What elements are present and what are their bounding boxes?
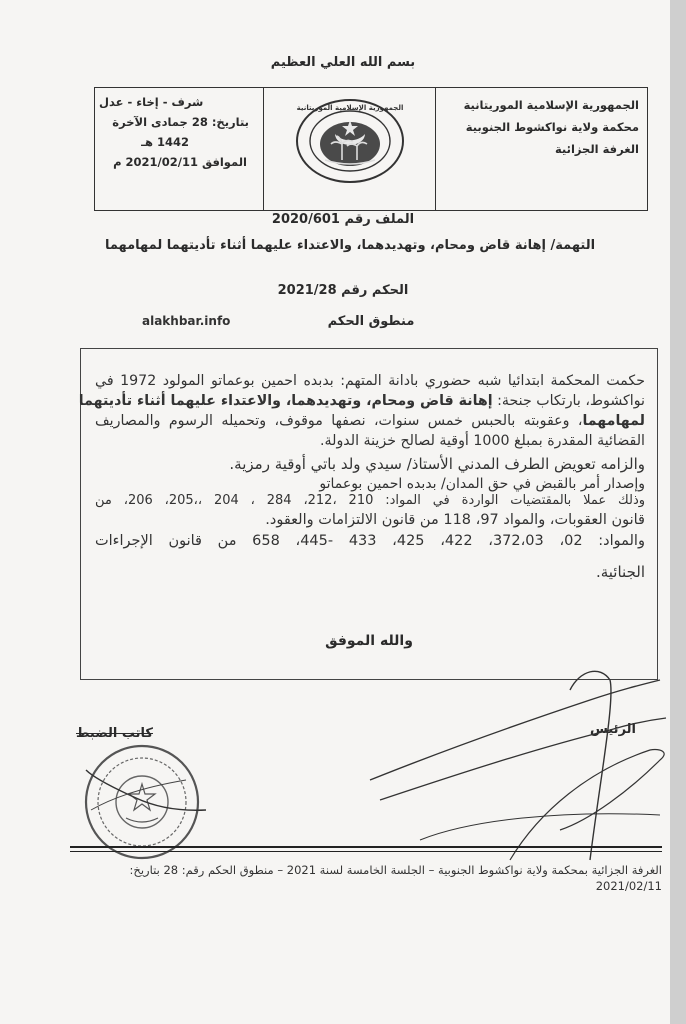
operative-part-title: منطوق الحكم <box>327 314 415 329</box>
basmala: بسم الله العلي العظيم <box>270 55 416 70</box>
watermark: alakhbar.info <box>142 314 231 328</box>
president-label: الرئيس <box>590 722 636 737</box>
background-edge <box>670 0 686 1024</box>
verdict-line <box>78 393 645 409</box>
verdict-line-part: نواكشوط، بارتكاب جنحة: <box>492 393 645 409</box>
verdict-line: القضائية المقدرة بمبلغ 1000 أوقية لصالح خزينة الدولة. <box>320 433 645 449</box>
president-signature-icon <box>360 660 680 870</box>
footer-rule <box>70 846 662 848</box>
hijri-year: 1442 هـ <box>141 135 189 149</box>
verdict-line: وذلك عملا بالمقتضيات الواردة في المواد: 210 ،212، 284 ، 204 ،،205، 206، من <box>95 493 646 508</box>
footer-caption: الغرفة الجزائية بمحكمة ولاية نواكشوط الجنوبية – الجلسة الخامسة لسنة 2021 – منطوق الحكم رقم: 28 بتاريخ: 2021/02/11 <box>129 863 662 893</box>
issuer-country: الجمهورية الإسلامية الموريتانية <box>463 98 639 112</box>
verdict-line-charge: إهانة قاض ومحام، وتهديدهما، والاعتداء عليهما أثناء تأديتهما <box>78 393 493 409</box>
verdict-line: والمواد: 02، 372،03، 422، 425، 433 -445، 658 من قانون الإجراءات <box>95 533 645 549</box>
national-motto: شرف - إخاء - عدل <box>99 95 204 109</box>
issuer-court: محكمة ولاية نواكشوط الجنوبية <box>465 120 639 134</box>
verdict-line: قانون العقوبات، والمواد 97، 118 من قانون الالتزامات والعقود. <box>265 512 645 528</box>
letterhead-box <box>94 87 648 211</box>
letterhead-divider-left <box>263 88 264 210</box>
footer-rule-thin <box>70 851 662 852</box>
verdict-line-charge: لمهامهما <box>582 413 645 429</box>
verdict-line: حكمت المحكمة ابتدائيا شبه حضوري بادانة المتهم: بدبده احمين بوعماتو المولود 1972 في <box>95 373 645 389</box>
date-block <box>99 92 249 172</box>
file-number: الملف رقم 2020/601 <box>271 212 415 227</box>
court-stamp-icon <box>66 740 218 860</box>
letterhead-divider-right <box>435 88 436 210</box>
charge-line: التهمة/ إهانة قاض ومحام، وتهديدهما، والاعتداء عليهما أثناء تأديتهما لمهامهما <box>104 238 596 253</box>
verdict-line-part: ، وعقوبته بالحبس خمس سنوات، نصفها موقوف، وتحميله الرسوم والمصاريف <box>95 413 583 429</box>
verdict-number: الحكم رقم 2021/28 <box>277 283 409 298</box>
national-emblem-icon <box>295 98 405 184</box>
emblem-legend: الجمهورية الإسلامية الموريتانية <box>296 104 404 112</box>
closing-phrase: والله الموفق <box>325 633 413 649</box>
verdict-line: والزامه تعويض الطرف المدني الأستاذ/ سيدي ولد باتي أوقية رمزية. <box>229 455 645 473</box>
gregorian-date: الموافق 2021/02/11 م <box>113 155 247 169</box>
verdict-line: الجنائية. <box>595 563 645 581</box>
issuer-block <box>439 94 639 160</box>
hijri-date: بتاريخ: 28 جمادى الآخرة <box>112 115 249 129</box>
clerk-label: كاتب الضبط <box>76 726 153 741</box>
verdict-line <box>95 413 645 429</box>
verdict-body-box <box>80 348 658 680</box>
verdict-line: وإصدار أمر بالقبض في حق المدان/ بدبده احمين بوعماتو <box>319 476 645 492</box>
issuer-chamber: الغرفة الجزائية <box>554 142 639 156</box>
